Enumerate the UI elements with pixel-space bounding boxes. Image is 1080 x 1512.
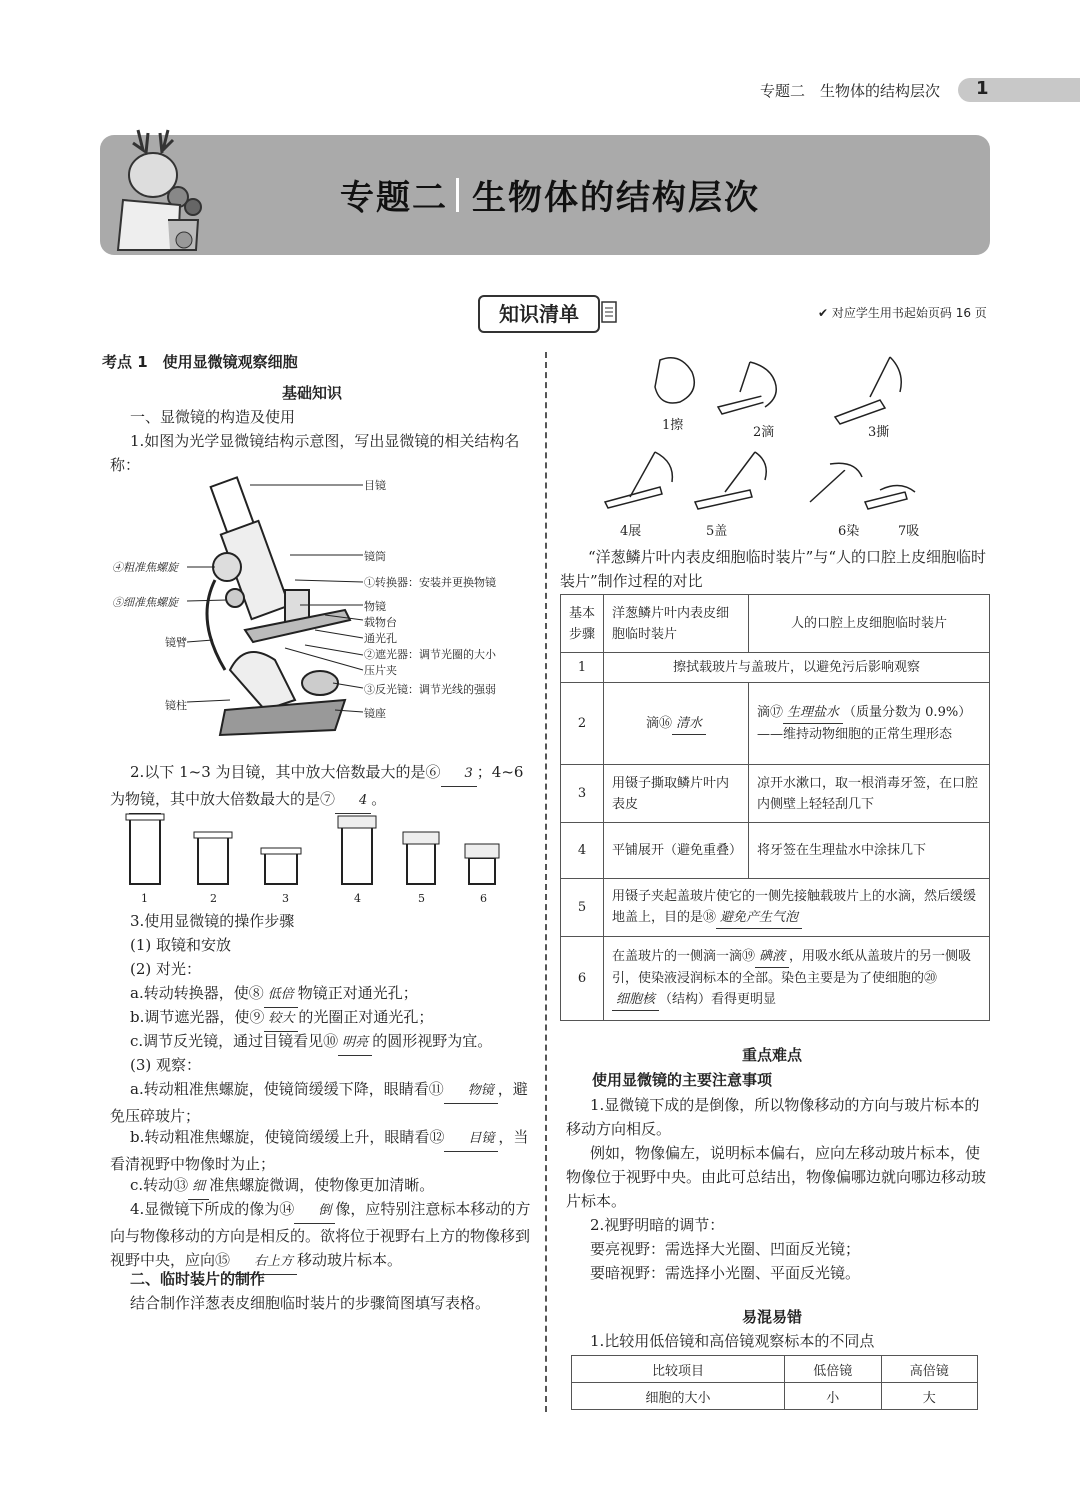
key-point-2b: 要暗视野：需选择小光圈、平面反光镜。	[590, 1264, 861, 1282]
part1-title: 一、显微镜的构造及使用	[130, 408, 296, 426]
table-head-step: 基本步骤	[561, 595, 604, 653]
key-point-2a: 要亮视野：需选择大光圈、凹面反光镜；	[590, 1240, 861, 1258]
key-points-subtitle: 使用显微镜的主要注意事项	[592, 1071, 773, 1089]
comparison-intro: “洋葱鳞片叶内表皮细胞临时装片”与“人的口腔上皮细胞临时装片”制作过程的对比	[560, 548, 987, 590]
row-num: 3	[561, 765, 604, 823]
label-base: 镜座	[364, 707, 386, 720]
table-row-3-cheek: 凉开水漱口，取一根消毒牙签，在口腔内侧壁上轻轻刮几下	[749, 765, 990, 823]
lens-number-4: 4	[354, 892, 361, 905]
table-row-6: 在盖玻片的一侧滴一滴⑲ 碘液 ，用吸水纸从盖玻片的另一侧吸引，使染液浸润标本的全部。染色主要是为了使细胞的⑳细胞核 （结构）看得更明显	[604, 937, 990, 1021]
lens-number-3: 3	[282, 892, 289, 905]
step-3a: a.转动粗准焦螺旋，使镜筒缓缓下降，眼睛看⑪ 物镜 ，避免压碎玻片；	[110, 1080, 528, 1125]
confusion-title: 易混易错	[742, 1308, 803, 1326]
question-3: 3.使用显微镜的操作步骤	[130, 912, 295, 930]
row-num: 5	[561, 879, 604, 937]
key-point-1: 1.显微镜下成的是倒像，所以物像移动的方向与玻片标本的移动方向相反。	[566, 1096, 980, 1138]
step-label-drop: 2滴	[753, 425, 775, 440]
label-pillar: 镜柱	[165, 699, 187, 712]
lens-number-6: 6	[480, 892, 487, 905]
label-arm: 镜臂	[165, 636, 187, 649]
step-label-absorb: 7吸	[898, 524, 920, 539]
microscope-diagram	[175, 470, 375, 745]
slide-preparation-steps-diagram	[600, 352, 920, 532]
cmp-row-low: 小	[785, 1383, 882, 1410]
label-fine-focus: ⑤细准焦螺旋	[112, 596, 178, 609]
check-circle-icon: ✔	[818, 306, 829, 320]
step-2a: a.转动转换器，使⑧ 低倍 物镜正对通光孔；	[130, 981, 418, 1008]
lens-set	[120, 812, 500, 890]
label-eyepiece: 目镜	[364, 479, 386, 492]
label-stage: 载物台	[364, 616, 397, 629]
step-3: (3) 观察：	[130, 1056, 202, 1074]
table-row-4-cheek: 将牙签在生理盐水中涂抹几下	[749, 823, 990, 879]
row-num: 1	[561, 653, 604, 683]
step-label-cover: 5盖	[706, 524, 728, 539]
table-head-onion: 洋葱鳞片叶内表皮细胞临时装片	[604, 595, 749, 653]
cmp-row-high: 大	[881, 1383, 978, 1410]
table-row-3-onion: 用镊子撕取鳞片叶内表皮	[604, 765, 749, 823]
key-point-1-example: 例如，物像偏左，说明标本偏右，应向左移动玻片标本，使物像位于视野中央。由此可总结出，物像偏哪边就向哪边移动玻片标本。	[566, 1144, 987, 1210]
table-row-2-cheek: 滴⑰ 生理盐水 （质量分数为 0.9%）——维持动物细胞的正常生理形态	[749, 683, 990, 765]
table-row-4-onion: 平铺展开（避免重叠）	[604, 823, 749, 879]
lens-comparison-table	[571, 1355, 978, 1410]
banner-separator	[456, 178, 459, 212]
table-row-1: 擦拭载玻片与盖玻片，以避免污后影响观察	[604, 653, 990, 683]
step-2c: c.调节反光镜，通过目镜看见⑩ 明亮 的圆形视野为宜。	[130, 1029, 492, 1056]
label-tube: 镜筒	[364, 550, 386, 563]
step-3b: b.转动粗准焦螺旋，使镜筒缓缓上升，眼睛看⑫ 目镜 ，当看清视野中物像时为止；	[110, 1128, 529, 1173]
label-aperture: 通光孔	[364, 632, 397, 645]
step-2b: b.调节遮光器，使⑨ 较大 的光圈正对通光孔；	[130, 1005, 433, 1032]
step-label-stain: 6染	[838, 524, 860, 539]
step-label-wipe: 1擦	[662, 418, 684, 433]
table-row-2-onion: 滴⑯ 清水	[604, 683, 749, 765]
confusion-1: 1.比较用低倍镜和高倍镜观察标本的不同点	[590, 1332, 875, 1350]
label-converter: ①转换器：安装并更换物镜	[364, 576, 496, 589]
cmp-head-item: 比较项目	[572, 1356, 785, 1383]
page-number: 1	[976, 78, 989, 99]
lens-number-5: 5	[418, 892, 425, 905]
key-point-2: 2.视野明暗的调节：	[590, 1216, 725, 1234]
banner-title-right: 生物体的结构层次	[472, 178, 760, 218]
table-row-5: 用镊子夹起盖玻片使它的一侧先接触载玻片上的水滴，然后缓缓地盖上，目的是⑱ 避免产生气泡	[604, 879, 990, 937]
table-head-cheek: 人的口腔上皮细胞临时装片	[749, 595, 990, 653]
question-1: 1.如图为光学显微镜结构示意图，写出显微镜的相关结构名称：	[110, 432, 520, 474]
key-points-title: 重点难点	[742, 1046, 803, 1064]
label-diaphragm: ②遮光器：调节光圈的大小	[364, 648, 496, 661]
step-2: (2) 对光：	[130, 960, 202, 978]
step-1: (1) 取镜和安放	[130, 936, 232, 954]
topic-heading: 考点 1 使用显微镜观察细胞	[102, 353, 298, 371]
row-num: 4	[561, 823, 604, 879]
step-3c: c.转动⑬ 细 准焦螺旋微调，使物像更加清晰。	[130, 1173, 434, 1200]
running-title: 专题二 生物体的结构层次	[760, 82, 941, 100]
basic-knowledge-title: 基础知识	[282, 384, 343, 402]
cmp-head-low: 低倍镜	[785, 1356, 882, 1383]
step-label-tear: 3撕	[868, 425, 890, 440]
row-num: 6	[561, 937, 604, 1021]
lens-number-1: 1	[141, 892, 148, 905]
page-reference: ✔ 对应学生用书起始页码 16 页	[818, 306, 987, 320]
step-label-spread: 4展	[620, 524, 642, 539]
label-clip: 压片夹	[364, 664, 397, 677]
banner-title-left: 专题二	[340, 178, 448, 218]
cmp-head-high: 高倍镜	[881, 1356, 978, 1383]
notebook-icon	[600, 300, 620, 326]
label-objective: 物镜	[364, 600, 386, 613]
part2-title: 二、临时装片的制作	[130, 1270, 266, 1288]
knowledge-list-tag: 知识清单	[478, 295, 600, 333]
question-4: 4.显微镜下所成的像为⑭ 倒 像，应特别注意标本移动的方向与物像移动的方向是相反的。欲将位于视野右上方的物像移到视野中央，应向⑮ 右上方 移动玻片标本。	[110, 1197, 535, 1275]
label-coarse-focus: ④粗准焦螺旋	[112, 561, 178, 574]
question-2: 2.以下 1~3 为目镜，其中放大倍数最大的是⑥ 3 ；4~6 为物镜，其中放大倍数最大的是⑦ 4 。	[110, 760, 535, 814]
slide-comparison-table	[560, 594, 990, 1021]
row-num: 2	[561, 683, 604, 765]
lens-number-2: 2	[210, 892, 217, 905]
column-divider	[545, 352, 547, 1412]
part2-text: 结合制作洋葱表皮细胞临时装片的步骤简图填写表格。	[130, 1294, 491, 1312]
deer-scientist-illustration	[108, 125, 208, 260]
label-mirror: ③反光镜：调节光线的强弱	[364, 683, 496, 696]
cmp-row-label: 细胞的大小	[572, 1383, 785, 1410]
